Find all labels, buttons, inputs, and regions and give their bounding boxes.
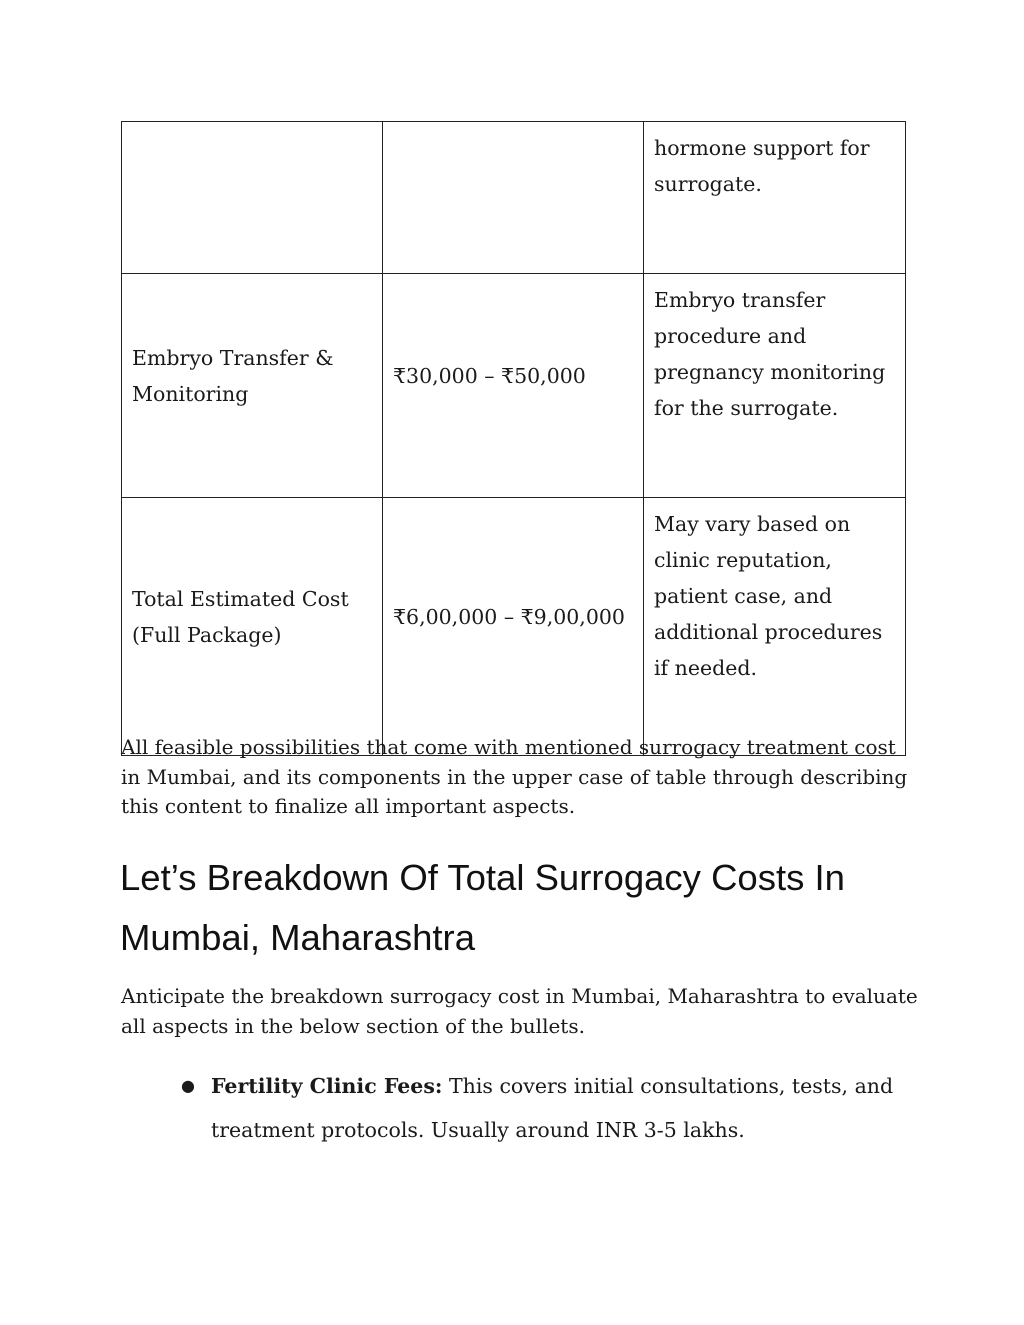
bullet-label: Fertility Clinic Fees: bbox=[211, 1074, 443, 1098]
description-cell: hormone support for surrogate. bbox=[644, 122, 906, 274]
component-label: Embryo Transfer & Monitoring bbox=[132, 345, 334, 406]
component-label: Total Estimated Cost (Full Package) bbox=[132, 586, 349, 647]
cost-cell bbox=[383, 122, 644, 274]
description-cell: May vary based on clinic reputation, patient case, and additional procedures if needed. bbox=[644, 498, 906, 756]
cost-table bbox=[121, 121, 906, 756]
cost-cell bbox=[383, 498, 644, 756]
bullet-list bbox=[181, 1064, 901, 1152]
table-note: All feasible possibilities that come with mentioned surrogacy treatment cost in Mumbai, and its components in the upper case of table through describing this content to finalize all important aspects. bbox=[121, 735, 908, 818]
section-heading: Let’s Breakdown Of Total Surrogacy Costs In Mumbai, Maharashtra bbox=[120, 857, 845, 958]
component-cell bbox=[122, 498, 383, 756]
component-cell bbox=[122, 274, 383, 498]
table-row bbox=[122, 274, 906, 498]
cost-cell bbox=[383, 274, 644, 498]
bullet-icon: ● bbox=[181, 1076, 195, 1095]
bullet-text: This covers initial consultations, tests, and treatment protocols. Usually around INR 3-5 lakhs. bbox=[211, 1074, 894, 1142]
description-cell: Embryo transfer procedure and pregnancy monitoring for the surrogate. bbox=[644, 274, 906, 498]
cost-label: ₹30,000 – ₹50,000 bbox=[393, 363, 586, 388]
intro-paragraph: Anticipate the breakdown surrogacy cost in Mumbai, Maharashtra to evaluate all aspects in the below section of the bullets. bbox=[121, 984, 918, 1038]
component-cell bbox=[122, 122, 383, 274]
table-row bbox=[122, 498, 906, 756]
list-item bbox=[181, 1064, 901, 1152]
cost-label: ₹6,00,000 – ₹9,00,000 bbox=[393, 604, 625, 629]
table-row bbox=[122, 122, 906, 274]
